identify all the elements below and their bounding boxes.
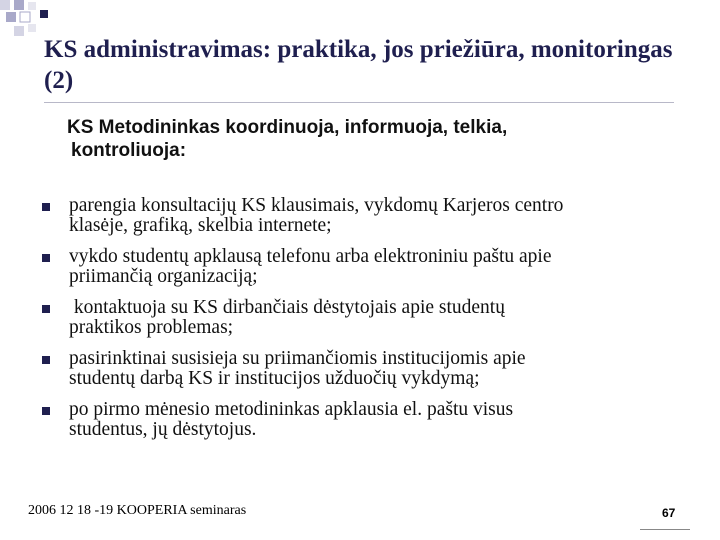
- bullet-square-icon: [42, 356, 50, 364]
- bullet-text-line-2: studentus, jų dėstytojus.: [69, 419, 257, 440]
- bullet-item: [42, 247, 682, 287]
- bullet-text-line-1: parengia konsultacijų KS klausimais, vykdomų Karjeros centro: [69, 195, 564, 216]
- bullet-square-icon: [42, 254, 50, 262]
- subtitle-line-1: KS Metodininkas koordinuoja, informuoja, telkia,: [67, 117, 508, 138]
- footer-divider: [640, 529, 690, 530]
- bullet-text-line-2: klasėje, grafiką, skelbia internete;: [69, 215, 332, 236]
- bullet-square-icon: [42, 407, 50, 415]
- title-divider: [44, 102, 674, 103]
- page-number: 67: [662, 506, 676, 520]
- bullet-text-line-2: priimančią organizaciją;: [69, 266, 258, 287]
- bullet-text-line-1: pasirinktinai susisieja su priimančiomis institucijomis apie: [69, 348, 526, 369]
- bullet-item: [42, 196, 682, 236]
- bullet-item: [42, 400, 682, 440]
- bullet-item: [42, 349, 682, 389]
- bullet-list: [42, 196, 682, 451]
- bullet-square-icon: [42, 305, 50, 313]
- slide-title: KS administravimas: praktika, jos priežiūra, monitoringas (2): [44, 36, 673, 94]
- slide-subtitle: [67, 116, 627, 162]
- footer-text: 2006 12 18 -19 KOOPERIA seminaras: [28, 503, 247, 518]
- bullet-text-line-1: kontaktuoja su KS dirbančiais dėstytojais apie studentų: [69, 297, 505, 318]
- bullet-text-line-1: vykdo studentų apklausą telefonu arba elektroniniu paštu apie: [69, 246, 552, 267]
- bullet-square-icon: [42, 203, 50, 211]
- subtitle-line-2: kontroliuoja:: [71, 140, 187, 161]
- bullet-text-line-1: po pirmo mėnesio metodininkas apklausia el. paštu visus: [69, 399, 514, 420]
- bullet-item: [42, 298, 682, 338]
- bullet-text-line-2: praktikos problemas;: [69, 317, 234, 338]
- bullet-text-line-2: studentų darbą KS ir institucijos užduočių vykdymą;: [69, 368, 480, 389]
